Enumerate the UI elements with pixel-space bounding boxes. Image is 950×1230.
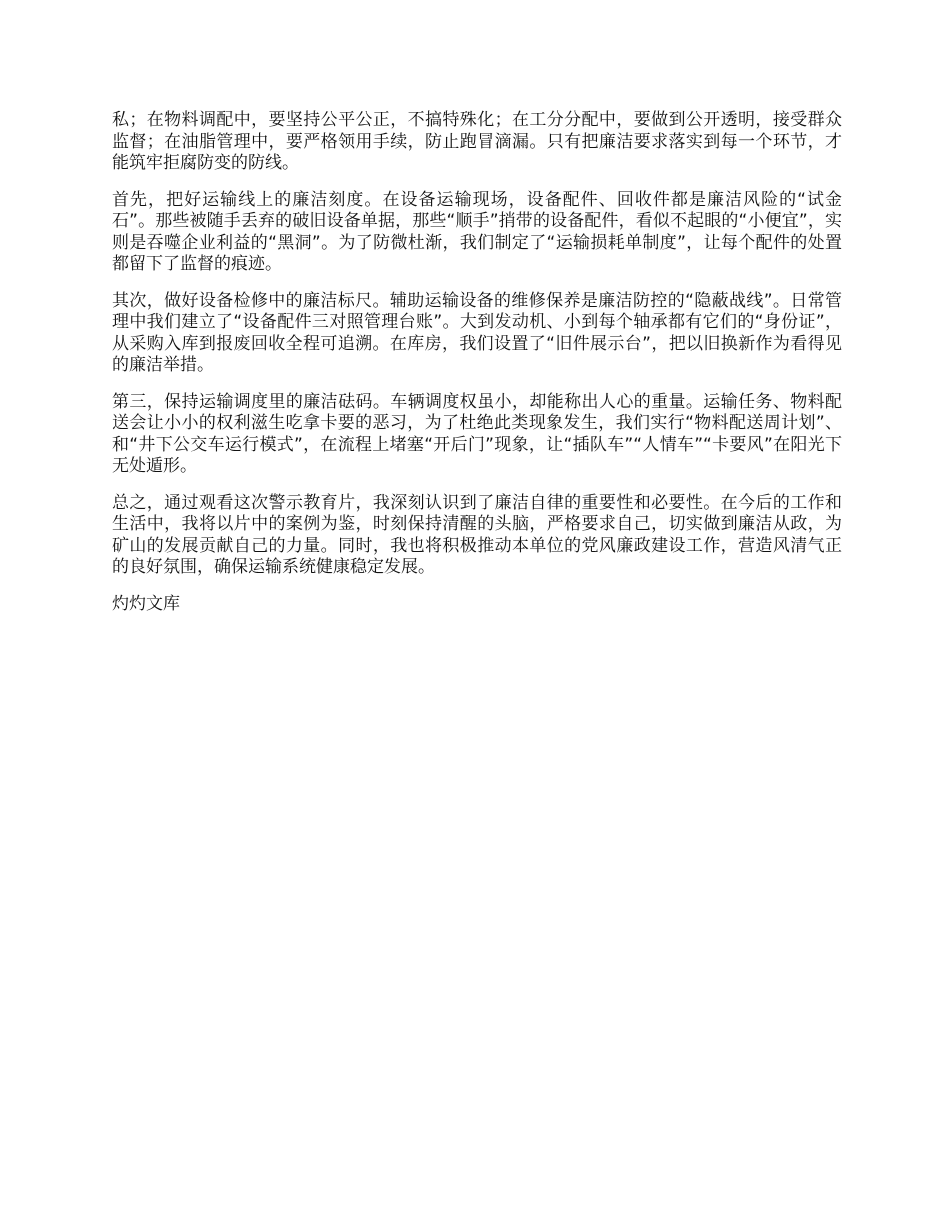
paragraph-5: 总之，通过观看这次警示教育片，我深刻认识到了廉洁自律的重要性和必要性。在今后的工作和生活中，我将以片中的案例为鉴，时刻保持清醒的头脑，严格要求自己，切实做到廉洁从政，为矿山的发展贡献自己的力量。同时，我也将积极推动本单位的党风廉政建设工作，营造风清气正的良好氛围，确保运输系统健康稳定发展。	[112, 492, 842, 577]
paragraph-2: 首先，把好运输线上的廉洁刻度。在设备运输现场，设备配件、回收件都是廉洁风险的“试金石”。那些被随手丢弃的破旧设备单据，那些“顺手”捎带的设备配件，看似不起眼的“小便宜”，实则是吞噬企业利益的“黑洞”。为了防微杜渐，我们制定了“运输损耗单制度”，让每个配件的处置都留下了监督的痕迹。	[112, 189, 842, 274]
paragraph-4: 第三，保持运输调度里的廉洁砝码。车辆调度权虽小，却能称出人心的重量。运输任务、物料配送会让小小的权利滋生吃拿卡要的恶习，为了杜绝此类现象发生，我们实行“物料配送周计划”、和“井下公交车运行模式”，在流程上堵塞“开后门”现象，让“插队车”“人情车”“卡要风”在阳光下无处遁形。	[112, 391, 842, 476]
paragraph-1: 私；在物料调配中，要坚持公平公正，不搞特殊化；在工分分配中，要做到公开透明，接受群众监督；在油脂管理中，要严格领用手续，防止跑冒滴漏。只有把廉洁要求落实到每一个环节，才能筑牢拒腐防变的防线。	[112, 110, 842, 173]
paragraph-3: 其次，做好设备检修中的廉洁标尺。辅助运输设备的维修保养是廉洁防控的“隐蔽战线”。日常管理中我们建立了“设备配件三对照管理台账”。大到发动机、小到每个轴承都有它们的“身份证”，从采购入库到报废回收全程可追溯。在库房，我们设置了“旧件展示台”，把以旧换新作为看得见的廉洁举措。	[112, 290, 842, 375]
footer-source: 灼灼文库	[112, 593, 180, 614]
document-page	[112, 110, 842, 615]
